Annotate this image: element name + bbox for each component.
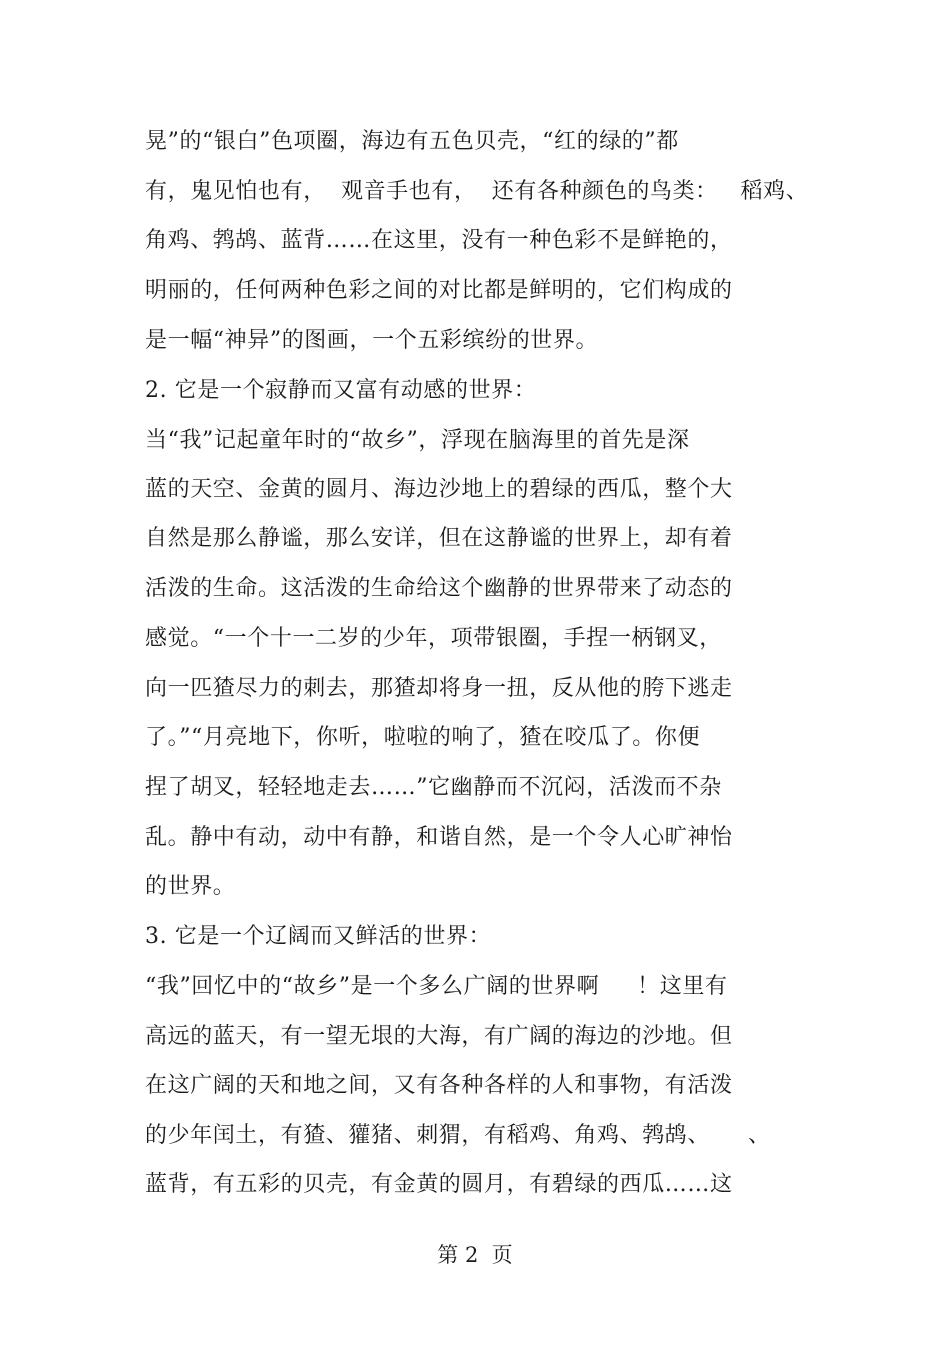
text-line: 自然是那么静谧，那么安详，但在这静谧的世界上，却有着 — [145, 526, 733, 551]
text-line: 了。”“月亮地下，你听，啦啦的响了，猹在咬瓜了。你便 — [145, 725, 701, 750]
text-line: 蓝背，有五彩的贝壳，有金黄的圆月，有碧绿的西瓜……这 — [145, 1172, 733, 1197]
text-line: 向一匹猹尽力的刺去，那猹却将身一扭，反从他的胯下逃走 — [145, 676, 733, 701]
text-line: 蓝的天空、金黄的圆月、海边沙地上的碧绿的西瓜，整个大 — [145, 477, 733, 502]
text-line: 的少年闰土，有猹、獾猪、刺猬，有稻鸡、角鸡、鹁鸪、 、 — [145, 1123, 771, 1148]
text-line: 活泼的生命。这活泼的生命给这个幽静的世界带来了动态的 — [145, 576, 733, 601]
section-heading: 3. 它是一个辽阔而又鲜活的世界： — [145, 924, 492, 949]
text-line: 有，鬼见怕也有， 观音手也有， 还有各种颜色的鸟类： 稻鸡、 — [145, 179, 809, 204]
section-heading: 2. 它是一个寂静而又富有动感的世界： — [145, 378, 537, 403]
text-line: 感觉。“一个十一二岁的少年，项带银圈，手捏一柄钢叉， — [145, 626, 722, 651]
text-line: 高远的蓝天，有一望无垠的大海，有广阔的海边的沙地。但 — [145, 1024, 733, 1049]
text-line: 是一幅“神异”的图画，一个五彩缤纷的世界。 — [145, 328, 599, 353]
text-line: 的世界。 — [145, 874, 236, 899]
text-line: 在这广阔的天和地之间，又有各种各样的人和事物，有活泼 — [145, 1073, 733, 1098]
text-line: “我”回忆中的“故乡”是一个多么广阔的世界啊 ！这里有 — [145, 974, 728, 999]
text-line: 乱。静中有动，动中有静，和谐自然，是一个令人心旷神怡 — [145, 825, 733, 850]
text-line: 角鸡、鹁鸪、蓝背……在这里，没有一种色彩不是鲜艳的， — [145, 228, 733, 253]
page-number: 第 2 页 — [437, 1243, 513, 1267]
text-line: 当“我”记起童年时的“故乡”，浮现在脑海里的首先是深 — [145, 428, 690, 453]
text-line: 明丽的，任何两种色彩之间的对比都是鲜明的，它们构成的 — [145, 278, 733, 303]
text-line: 晃”的“银白”色项圈，海边有五色贝壳，“红的绿的”都 — [145, 129, 679, 154]
text-line: 捏了胡叉，轻轻地走去……”它幽静而不沉闷，活泼而不杂 — [145, 775, 722, 800]
